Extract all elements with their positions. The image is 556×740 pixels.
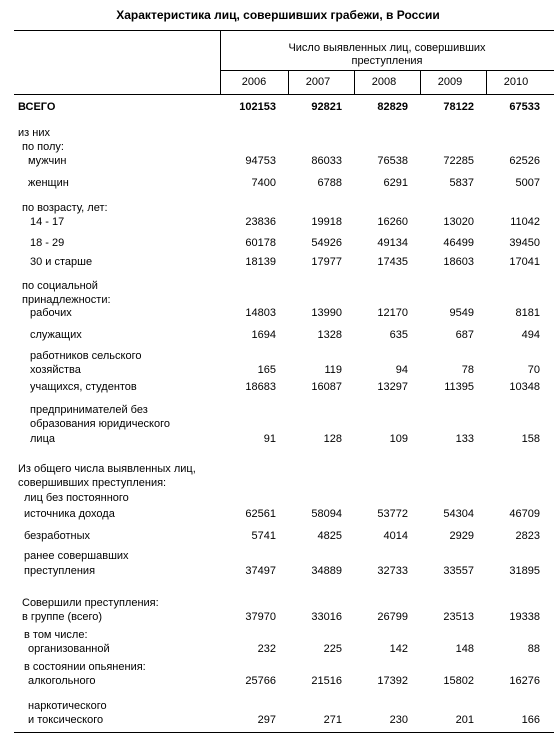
table-cell: 8181 <box>515 307 540 319</box>
table-cell: 62526 <box>509 155 540 167</box>
table-cell: 11042 <box>510 216 540 228</box>
table-cell: 687 <box>455 329 474 341</box>
row-label: источника дохода <box>24 508 115 520</box>
table-cell: 102153 <box>239 101 276 113</box>
top-rule <box>14 30 554 31</box>
bottom-rule <box>14 732 554 733</box>
row-label: принадлежности: <box>22 294 111 306</box>
table-cell: 13297 <box>377 381 408 393</box>
row-label: работников сельского <box>30 350 142 362</box>
table-cell: 148 <box>455 643 474 655</box>
table-cell: 26799 <box>377 611 408 623</box>
table-cell: 46499 <box>443 237 474 249</box>
table-cell: 635 <box>389 329 408 341</box>
table-cell: 58094 <box>311 508 342 520</box>
table-cell: 109 <box>389 433 408 445</box>
table-cell: 19338 <box>509 611 540 623</box>
row-label: совершивших преступления: <box>18 477 167 489</box>
table-cell: 230 <box>389 714 408 726</box>
table-title: Характеристика лиц, совершивших грабежи, в России <box>116 8 440 22</box>
table-cell: 1694 <box>251 329 276 341</box>
table-cell: 94 <box>395 364 408 376</box>
row-label: лица <box>30 433 55 445</box>
row-label: лиц без постоянного <box>24 492 129 504</box>
table-cell: 37970 <box>245 611 276 623</box>
row-label: из них <box>18 127 50 139</box>
header-bottom-rule <box>14 94 554 95</box>
year-header: 2006 <box>241 76 267 88</box>
table-cell: 37497 <box>245 565 276 577</box>
row-label: 30 и старше <box>30 256 93 268</box>
table-cell: 232 <box>257 643 276 655</box>
table-cell: 70 <box>527 364 540 376</box>
table-cell: 18139 <box>245 256 276 268</box>
table-cell: 33016 <box>311 611 342 623</box>
table-cell: 16087 <box>311 381 342 393</box>
table-cell: 297 <box>257 714 276 726</box>
table-cell: 54926 <box>311 237 342 249</box>
row-label: мужчин <box>28 155 67 167</box>
table-cell: 23513 <box>443 611 474 623</box>
row-label: наркотического <box>28 700 107 712</box>
table-cell: 76538 <box>377 155 408 167</box>
table-cell: 78 <box>461 364 474 376</box>
table-cell: 67533 <box>509 101 540 113</box>
table-cell: 271 <box>323 714 342 726</box>
table-cell: 39450 <box>509 237 540 249</box>
row-label: учащихся, студентов <box>30 381 137 393</box>
row-label: предпринимателей без <box>30 404 148 416</box>
table-cell: 4014 <box>383 530 408 542</box>
row-label: 18 - 29 <box>30 237 65 249</box>
table-cell: 46709 <box>509 508 540 520</box>
table-cell: 12170 <box>377 307 408 319</box>
row-label: ВСЕГО <box>18 101 56 113</box>
table-cell: 5837 <box>449 177 474 189</box>
table-cell: 158 <box>521 433 540 445</box>
table-cell: 119 <box>324 364 342 376</box>
table-cell: 6291 <box>383 177 408 189</box>
table-cell: 23836 <box>245 216 276 228</box>
year-rule <box>220 70 554 71</box>
row-label: по социальной <box>22 280 98 292</box>
table-cell: 82829 <box>377 101 408 113</box>
table-cell: 53772 <box>377 508 408 520</box>
table-cell: 15802 <box>443 675 474 687</box>
table-cell: 5741 <box>251 530 276 542</box>
row-label: безработных <box>24 530 91 542</box>
table-cell: 54304 <box>443 508 474 520</box>
table-cell: 62561 <box>245 508 276 520</box>
table-cell: 1328 <box>317 329 342 341</box>
table-cell: 17392 <box>377 675 408 687</box>
table-cell: 16260 <box>377 216 408 228</box>
table-cell: 92821 <box>311 101 342 113</box>
column-group-header-line: преступления <box>351 55 423 67</box>
table-cell: 9549 <box>449 307 474 319</box>
table-cell: 13020 <box>443 216 474 228</box>
row-label: ранее совершавших <box>24 550 129 562</box>
column-group-header-line: Число выявленных лиц, совершивших <box>288 42 486 54</box>
table-cell: 17977 <box>311 256 342 268</box>
table-cell: 25766 <box>245 675 276 687</box>
table-cell: 21516 <box>311 675 342 687</box>
table-cell: 165 <box>257 364 276 376</box>
table-cell: 201 <box>455 714 474 726</box>
table-cell: 60178 <box>245 237 276 249</box>
table-cell: 78122 <box>443 101 474 113</box>
table-cell: 128 <box>323 433 342 445</box>
row-label: служащих <box>30 329 82 341</box>
table-cell: 17435 <box>377 256 408 268</box>
row-label: организованной <box>28 643 110 655</box>
row-label: в группе (всего) <box>22 611 103 623</box>
row-label: образования юридического <box>30 418 171 430</box>
table-cell: 14803 <box>245 307 276 319</box>
table-cell: 13990 <box>311 307 342 319</box>
table-cell: 16276 <box>509 675 540 687</box>
table-cell: 18683 <box>245 381 276 393</box>
row-label: Из общего числа выявленных лиц, <box>18 463 196 475</box>
table-cell: 166 <box>521 714 540 726</box>
row-label: 14 - 17 <box>30 216 65 228</box>
table-cell: 33557 <box>443 565 474 577</box>
row-label: женщин <box>28 177 69 189</box>
table-cell: 86033 <box>311 155 342 167</box>
table-cell: 7400 <box>251 177 276 189</box>
table-cell: 49134 <box>377 237 408 249</box>
table-cell: 31895 <box>509 565 540 577</box>
row-label: и токсического <box>28 714 104 726</box>
row-label: Совершили преступления: <box>22 597 159 609</box>
table-cell: 88 <box>527 643 540 655</box>
table-cell: 19918 <box>311 216 342 228</box>
table-cell: 2929 <box>449 530 474 542</box>
row-label: хозяйства <box>30 364 81 376</box>
row-label: преступления <box>24 565 96 577</box>
table-cell: 6788 <box>317 177 342 189</box>
table-cell: 10348 <box>509 381 540 393</box>
row-label: в состоянии опьянения: <box>24 661 146 673</box>
row-label: в том числе: <box>24 629 88 641</box>
table-cell: 4825 <box>317 530 342 542</box>
table-cell: 34889 <box>311 565 342 577</box>
row-label: рабочих <box>30 307 72 319</box>
table-cell: 2823 <box>515 530 540 542</box>
table-cell: 11395 <box>444 381 474 393</box>
year-header: 2008 <box>371 76 397 88</box>
table-cell: 494 <box>521 329 540 341</box>
table-cell: 5007 <box>515 177 540 189</box>
row-label: по возрасту, лет: <box>22 202 108 214</box>
year-header: 2007 <box>305 76 331 88</box>
row-label: алкогольного <box>28 675 96 687</box>
table-cell: 133 <box>455 433 474 445</box>
table-cell: 94753 <box>245 155 276 167</box>
table-cell: 91 <box>263 433 276 445</box>
table-cell: 17041 <box>509 256 540 268</box>
table-cell: 18603 <box>443 256 474 268</box>
row-label: по полу: <box>22 141 64 153</box>
table-cell: 225 <box>323 643 342 655</box>
year-header: 2010 <box>503 76 529 88</box>
table-cell: 142 <box>389 643 408 655</box>
column-group-header <box>220 42 554 68</box>
year-header: 2009 <box>437 76 463 88</box>
table-cell: 32733 <box>377 565 408 577</box>
table-cell: 72285 <box>443 155 474 167</box>
